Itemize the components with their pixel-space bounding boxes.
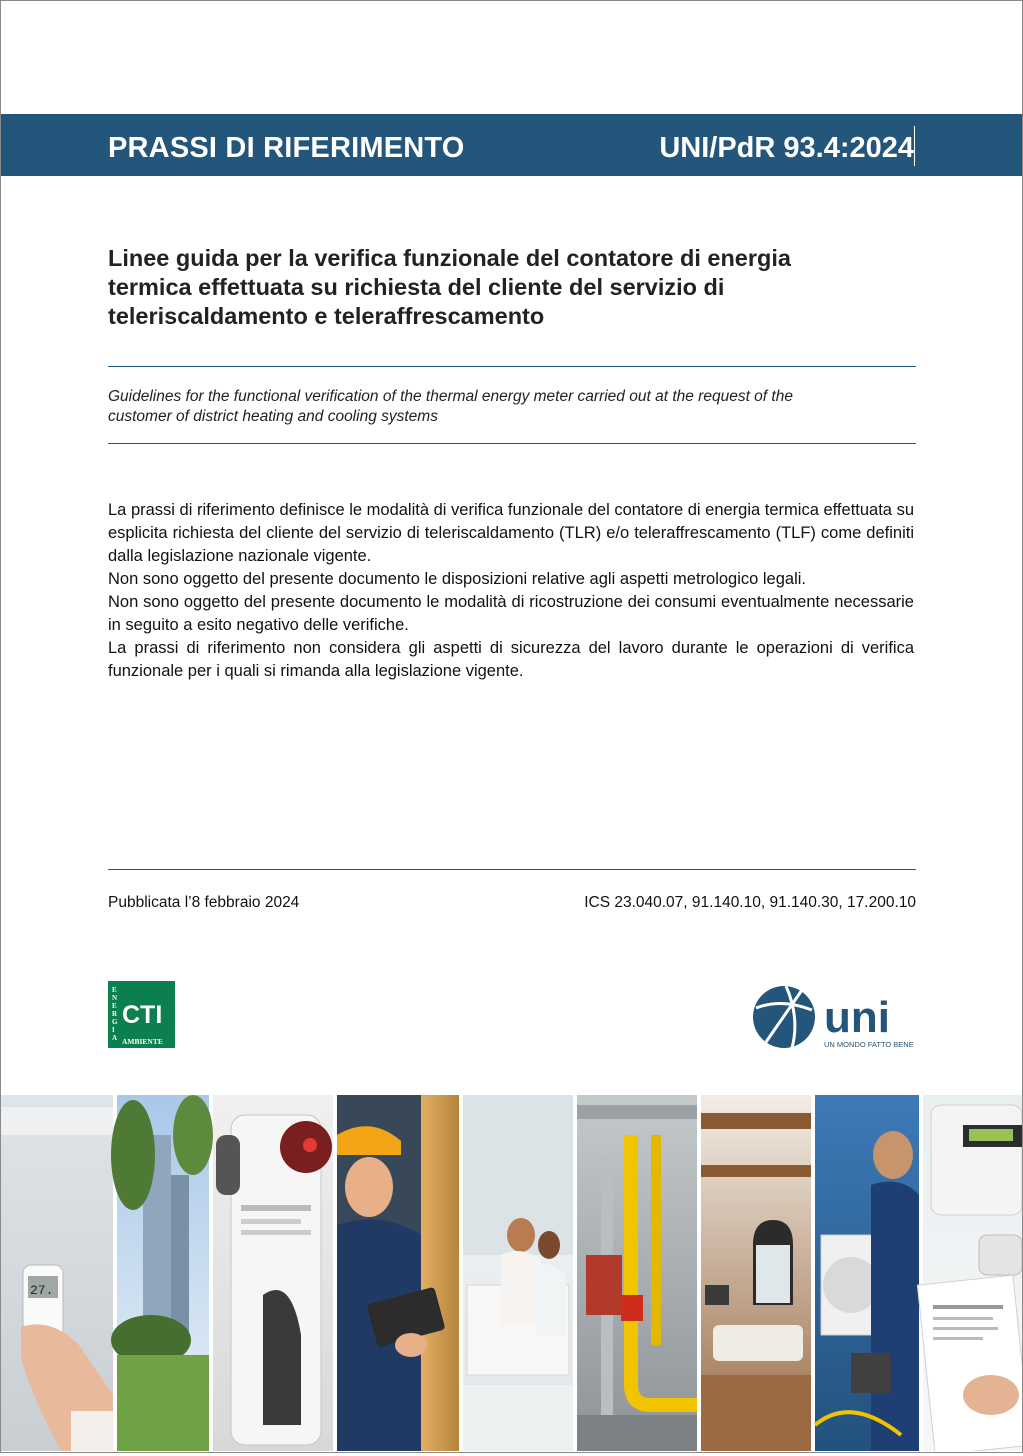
uni-wordmark: uni xyxy=(824,993,890,1042)
svg-text:R: R xyxy=(112,1010,118,1018)
abstract-paragraph: La prassi di riferimento non considera gli aspetti di sicurezza del lavoro durante le operazioni di verifica funzionale per i quali si rimanda alla legislazione vigente. xyxy=(108,639,914,680)
photo-meter-bill xyxy=(917,1095,1022,1451)
subtitle-line-1: Guidelines for the functional verification of the thermal energy meter carried out at the request of the xyxy=(108,388,793,405)
photo-strip xyxy=(1,1095,1022,1451)
title-line-2: termica effettuata su richiesta del cliente del servizio di xyxy=(108,274,725,300)
photo-living-room xyxy=(701,1095,811,1451)
uni-logo-graphic xyxy=(752,984,917,1050)
thermostat-reading: 27. xyxy=(30,1283,54,1298)
abstract-paragraph: Non sono oggetto del presente documento le modalità di ricostruzione dei consumi eventualmente necessarie in seguito a esito negativo delle verifiche. xyxy=(108,593,914,634)
photo-ac-technician xyxy=(815,1095,919,1451)
divider-bottom xyxy=(108,869,916,870)
photo-children-window xyxy=(463,1095,573,1451)
svg-text:A: A xyxy=(112,1034,118,1042)
cti-logo-graphic xyxy=(108,981,175,1048)
document-title xyxy=(108,244,908,331)
uni-tagline: UN MONDO FATTO BENE xyxy=(824,1040,914,1049)
abstract xyxy=(108,499,914,683)
cti-bottom-label: AMBIENTE xyxy=(122,1037,163,1046)
subtitle-line-2: customer of district heating and cooling systems xyxy=(108,408,438,425)
photo-thermostat xyxy=(1,1095,113,1451)
header-banner xyxy=(1,114,1022,176)
cti-logo xyxy=(108,981,175,1048)
svg-text:I: I xyxy=(112,1026,115,1034)
cti-wordmark: CTI xyxy=(122,1001,163,1029)
abstract-paragraph: La prassi di riferimento definisce le modalità di verifica funzionale del contatore di energia termica effettuata su esplicita richiesta del cliente del servizio di teleriscaldamento (TLR) e/o teleraffrescamento (TLF) come definiti dalla legislazione nazionale vigente. xyxy=(108,501,914,565)
divider-top xyxy=(108,366,916,367)
english-subtitle xyxy=(108,387,916,427)
svg-text:E: E xyxy=(112,1002,117,1010)
svg-text:E: E xyxy=(112,986,117,994)
svg-text:N: N xyxy=(112,994,118,1002)
photo-technician xyxy=(337,1095,459,1451)
divider-middle xyxy=(108,443,916,444)
text-cursor xyxy=(914,126,915,166)
photo-pipes xyxy=(577,1095,697,1451)
series-label: PRASSI DI RIFERIMENTO xyxy=(108,132,465,164)
publication-date: Pubblicata l’8 febbraio 2024 xyxy=(108,894,300,911)
title-line-1: Linee guida per la verifica funzionale del contatore di energia xyxy=(108,245,791,271)
title-line-3: teleriscaldamento e teleraffrescamento xyxy=(108,303,545,329)
photo-energy-meter xyxy=(213,1095,333,1451)
document-code: UNI/PdR 93.4:2024 xyxy=(659,132,914,164)
photo-skyscraper xyxy=(111,1095,213,1451)
uni-logo xyxy=(752,984,917,1050)
svg-text:G: G xyxy=(112,1018,118,1026)
abstract-paragraph: Non sono oggetto del presente documento le disposizioni relative agli aspetti metrologico legali. xyxy=(108,570,807,588)
ics-codes: ICS 23.040.07, 91.140.10, 91.140.30, 17.200.10 xyxy=(584,894,916,911)
